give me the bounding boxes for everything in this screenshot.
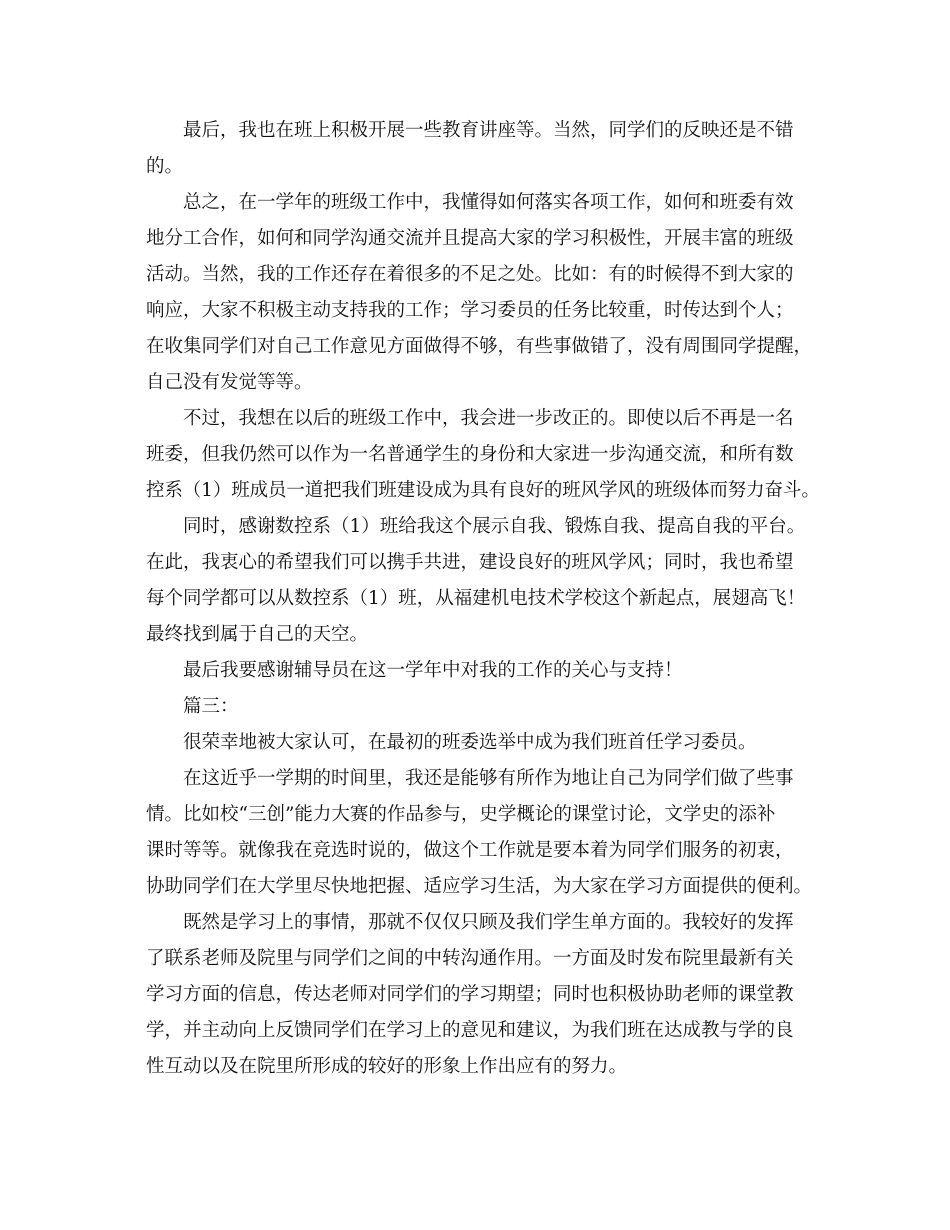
- text-line: 学习方面的信息，传达老师对同学们的学习期望；同时也积极协助老师的课堂教: [146, 984, 794, 1005]
- text-line: 总之，在一学年的班级工作中，我懂得如何落实各项工作，如何和班委有效: [183, 192, 794, 213]
- text-line: 协助同学们在大学里尽快地把握、适应学习生活，为大家在学习方面提供的便利。: [146, 876, 813, 897]
- text-line: 很荣幸地被大家认可，在最初的班委选举中成为我们班首任学习委员。: [183, 732, 757, 753]
- text-line: 在这近乎一学期的时间里，我还是能够有所作为地让自己为同学们做了些事: [183, 768, 794, 789]
- text-line: 学，并主动向上反馈同学们在学习上的意见和建议，为我们班在达成教与学的良: [146, 1020, 794, 1041]
- text-line: 同时，感谢数控系（1）班给我这个展示自我、锻炼自我、提高自我的平台。: [183, 516, 806, 537]
- text-line: 活动。当然，我的工作还存在着很多的不足之处。比如：有的时候得不到大家的: [146, 264, 794, 285]
- text-line: 在收集同学们对自己工作意见方面做得不够，有些事做错了，没有周围同学提醒，: [146, 336, 813, 357]
- text-line: 课时等等。就像我在竞选时说的，做这个工作就是要本着为同学们服务的初衷，: [146, 840, 794, 861]
- text-line: 最后，我也在班上积极开展一些教育讲座等。当然，同学们的反映还是不错: [183, 120, 794, 141]
- text-line: 的。: [146, 156, 184, 177]
- section-heading: 篇三：: [183, 696, 239, 717]
- text-line: 在此，我衷心的希望我们可以携手共进，建设良好的班风学风；同时，我也希望: [146, 552, 794, 573]
- text-line: 每个同学都可以从数控系（1）班，从福建机电技术学校这个新起点，展翅高飞！: [146, 588, 806, 609]
- text-line: 最终找到属于自己的天空。: [146, 624, 369, 645]
- text-line: 自己没有发觉等等。: [146, 372, 313, 393]
- text-line: 地分工合作，如何和同学沟通交流并且提高大家的学习积极性，开展丰富的班级: [146, 228, 794, 249]
- text-line: 最后我要感谢辅导员在这一学年中对我的工作的关心与支持！: [183, 660, 683, 681]
- text-line: 情。比如校“三创”能力大赛的作品参与，史学概论的课堂讨论，文学史的添补: [146, 804, 776, 825]
- text-line: 班委，但我仍然可以作为一名普通学生的身份和大家进一步沟通交流，和所有数: [146, 444, 794, 465]
- text-line: 既然是学习上的事情，那就不仅仅只顾及我们学生单方面的。我较好的发挥: [183, 912, 794, 933]
- text-line: 性互动以及在院里所形成的较好的形象上作出应有的努力。: [146, 1056, 628, 1077]
- text-line: 控系（1）班成员一道把我们班建设成为具有良好的班风学风的班级体而努力奋斗。: [146, 480, 820, 501]
- text-line: 不过，我想在以后的班级工作中，我会进一步改正的。即使以后不再是一名: [183, 408, 794, 429]
- text-line: 了联系老师及院里与同学们之间的中转沟通作用。一方面及时发布院里最新有关: [146, 948, 794, 969]
- text-line: 响应，大家不积极主动支持我的工作；学习委员的任务比较重，时传达到个人；: [146, 300, 794, 321]
